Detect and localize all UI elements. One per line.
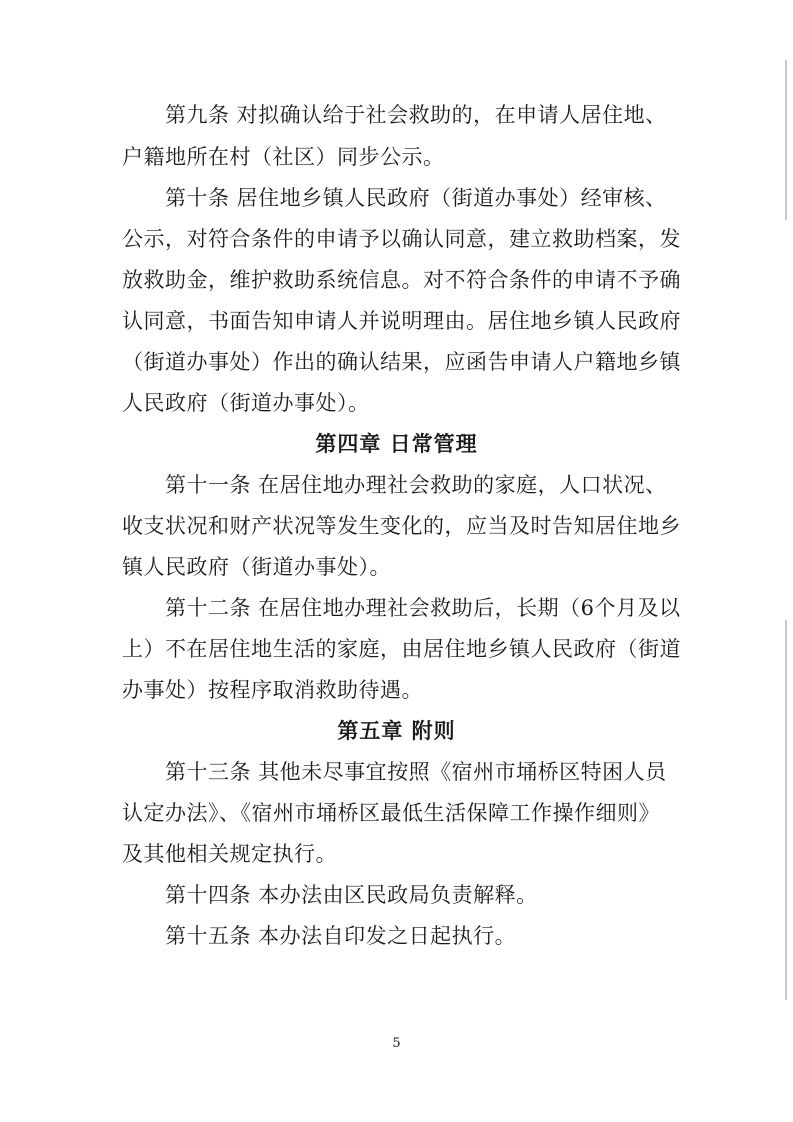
chapter-4-heading: 第四章 日常管理 <box>315 432 478 456</box>
article-10-line-5: （街道办事处）作出的确认结果，应函告申请人户籍地乡镇 <box>122 350 681 374</box>
article-11-line-1: 第十一条 在居住地办理社会救助的家庭，人口状况、 <box>165 473 667 497</box>
article-14-line-1: 第十四条 本办法由区民政局负责解释。 <box>165 883 538 907</box>
article-13-line-2: 认定办法》、《宿州市埇桥区最低生活保障工作操作细则》 <box>122 801 660 825</box>
article-10-line-3: 放救助金，维护救助系统信息。对不符合条件的申请不予确 <box>122 268 681 292</box>
article-11-line-2: 收支状况和财产状况等发生变化的，应当及时告知居住地乡 <box>122 514 681 538</box>
article-9-line-2: 户籍地所在村（社区）同步公示。 <box>122 145 445 169</box>
chapter-5-heading: 第五章 附则 <box>337 719 456 743</box>
article-11-line-3: 镇人民政府（街道办事处）。 <box>122 555 391 579</box>
scan-edge-mark <box>785 620 787 1000</box>
article-12-line-3: 办事处）按程序取消救助待遇。 <box>122 678 423 702</box>
article-13-line-3: 及其他相关规定执行。 <box>122 842 337 866</box>
article-10-line-4: 认同意，书面告知申请人并说明理由。居住地乡镇人民政府 <box>122 309 681 333</box>
page-number: 5 <box>392 1036 401 1051</box>
article-10-line-2: 公示，对符合条件的申请予以确认同意，建立救助档案，发 <box>122 227 681 251</box>
article-12-line-1: 第十二条 在居住地办理社会救助后，长期（6个月及以 <box>165 596 681 620</box>
article-15-line-1: 第十五条 本办法自印发之日起执行。 <box>165 924 517 948</box>
article-10-line-1: 第十条 居住地乡镇人民政府（街道办事处）经审核、 <box>165 186 667 210</box>
article-10-line-6: 人民政府（街道办事处）。 <box>122 391 370 415</box>
article-13-line-1: 第十三条 其他未尽事宜按照《宿州市埇桥区特困人员 <box>165 760 667 784</box>
article-12-line-2: 上）不在居住地生活的家庭，由居住地乡镇人民政府（街道 <box>122 637 681 661</box>
article-9-line-1: 第九条 对拟确认给于社会救助的，在申请人居住地、 <box>165 103 667 127</box>
scan-edge-mark <box>785 60 787 220</box>
